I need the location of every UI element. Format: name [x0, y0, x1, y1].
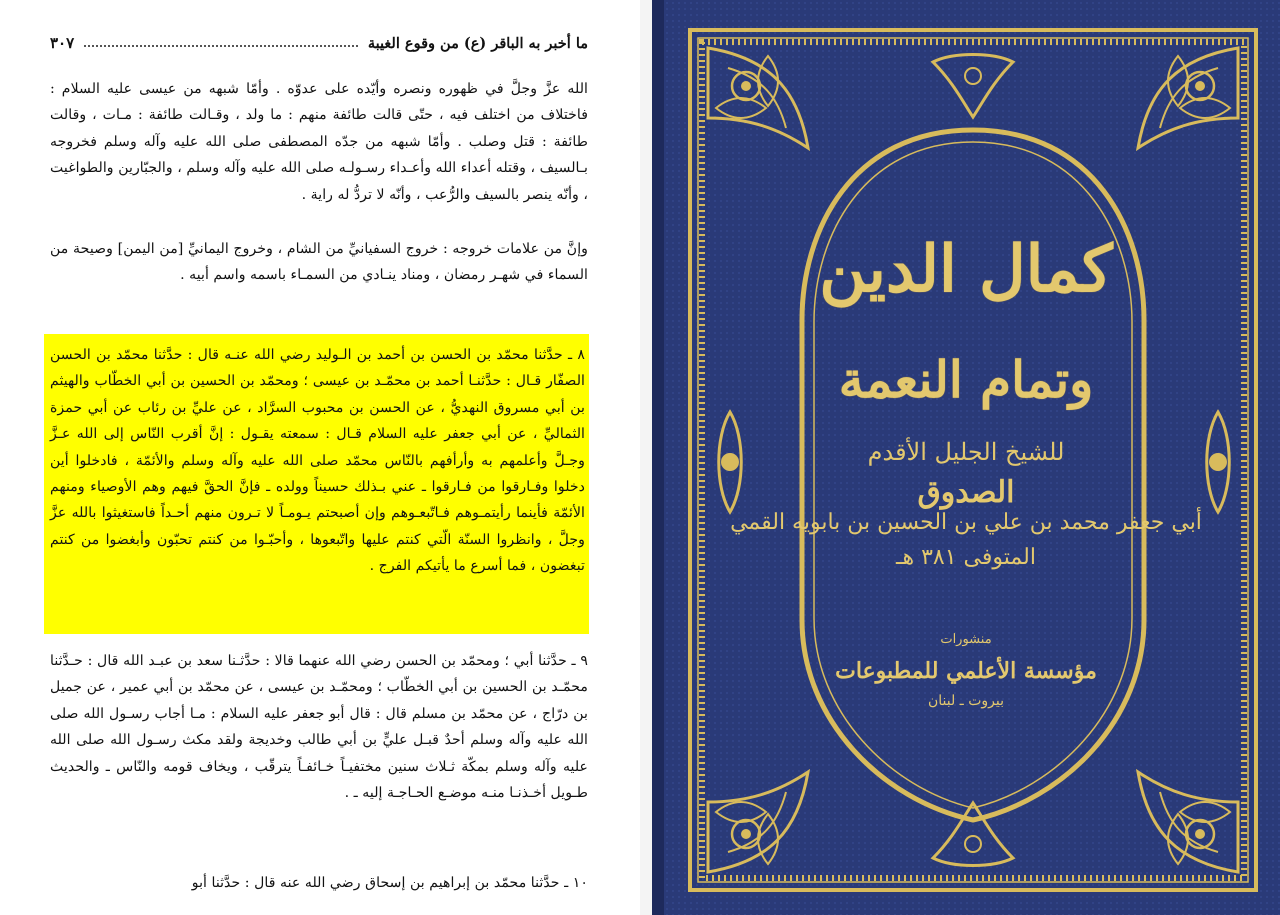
header-dot-leader [84, 45, 358, 47]
publisher-name: مؤسسة الأعلمي للمطبوعات [835, 658, 1097, 684]
author-title: الصدوق [917, 475, 1015, 510]
book-cover [652, 0, 1280, 915]
cover-title: كمال الدين [819, 232, 1113, 307]
paragraph-5: ١٠ ـ حدَّثنا محمّد بن إبراهيم بن إسحاق رضي الله عنه قال : حدَّثنا أبو [191, 875, 588, 891]
death-year: المتوفى ٣٨١ هـ [896, 545, 1036, 570]
running-header [50, 30, 588, 56]
author-full-name: أبي جعفر محمد بن علي بن الحسين بن بابويه القمي [730, 510, 1202, 535]
publisher-label: منشورات [940, 632, 992, 647]
cover-subtitle: وتمام النعمة [838, 350, 1094, 409]
paragraph-3-highlighted: ٨ ـ حدَّثنا محمّد بن الحسن بن أحمد بن الـوليد رضي الله عنـه قال : حدَّثنا محمّد بن الحسن الصفّار قـال : حدَّثنـا أحمد بن محمّـد بن عيسى ؛ ومحمّد بن الحسين بن أبي الخطّاب والهيثم بن أبي مسروق النهديُّ ، عن الحسن بن محبوب السرَّاد ، عن عليِّ بن رئاب عن أبي حمزة الثماليِّ ، عن أبي جعفر عليه السلام قـال : سمعته يقـول : إنَّ أقرب النّاس إلى الله عـزَّ وجـلَّ وأعلمهم به وأرأفهم بالنّاس محمّد صلى الله عليه وآله وسلم والأئمّة ، فادخلوا أين دخلوا وفـارقوا من فـارقوا ـ عني بـذلك حسيناً وولده ـ فإنَّ الحقَّ فيهم وهم الأوصياء ومنهم الأئمّة فأينما رأيتمـوهم فـاتّبعـوهم وإن أصبحتم يـومـاً لا تـرون منهم أحـداً فاستغيثوا بالله عزَّ وجلَّ ، وانظروا السنّة الّتي كنتم عليها واتّبعوها ، وأحبّـوا من كنتم تحبّون وأبغضوا من كنتم تبغضون ، فما أسرع ما يأتيكم الفرج . [50, 347, 585, 575]
page-number: ٣٠٧ [50, 34, 75, 52]
header-title: ما أخبر به الباقر (ع) من وقوع الغيبة [367, 34, 588, 52]
paragraph-1: الله عزَّ وجلَّ في ظهوره ونصره وأيّده على عدوّه . وأمّا شبهه من عيسى عليه السلام : فاختلاف من اختلف فيه ، حتّى قالت طائفة منهم : ما ولد ، وقـالت طائفة : مـات ، وقالت طائفة : قتل وصلب . وأمّا شبهه من جدّه المصطفى صلى الله عليه وآله وسلم فخروجه بـالسيف ، وقتله أعداء الله وأعـداء رسـولـه صلى الله عليه وآله وسلم ، والجبّارين والطواغيت ، وأنّه ينصر بالسيف والرُّعب ، وأنّه لا تردُّ له راية . [50, 81, 588, 203]
paragraph-2: وإنَّ من علامات خروجه : خروج السفيانيِّ من الشام ، وخروج اليمانيِّ [من اليمن] وصيحة من السماء في شهـر رمضان ، ومناد ينـادي من السمـاء باسمه واسم أبيه . [50, 241, 588, 284]
publisher-place: بيروت ـ لبنان [927, 693, 1005, 709]
paragraph-4: ٩ ـ حدَّثنا أبي ؛ ومحمّد بن الحسن رضي الله عنهما قالا : حدَّثـنا سعد بن عبـد الله قال : حـدَّثنا محمّـد بن الحسين بن أبي الخطّاب ؛ ومحمّـد بن عيسى ، عن محمّد بن أبي عمير ، عن جميل بن درّاج ، عن محمّد بن مسلم قال : قال أبو جعفر عليه السلام : مـا أجاب رسـول الله صلى الله عليه وآله وسلم أحدٌ قبـل عليٍّ بن أبي طالب وخديجة ولقد مكث رسـول الله صلى الله عليه وآله وسلم بمكّة ثـلاث سنين مختفيـاً خـائفـاً يترقّب ، ويخاف قومه والنّاس ـ والحديث طـويل أخـذنـا منـه موضـع الحـاجـة إليه ـ . [50, 653, 588, 802]
author-prefix: للشيخ الجليل الأقدم [867, 438, 1065, 466]
page-gutter [640, 0, 652, 915]
